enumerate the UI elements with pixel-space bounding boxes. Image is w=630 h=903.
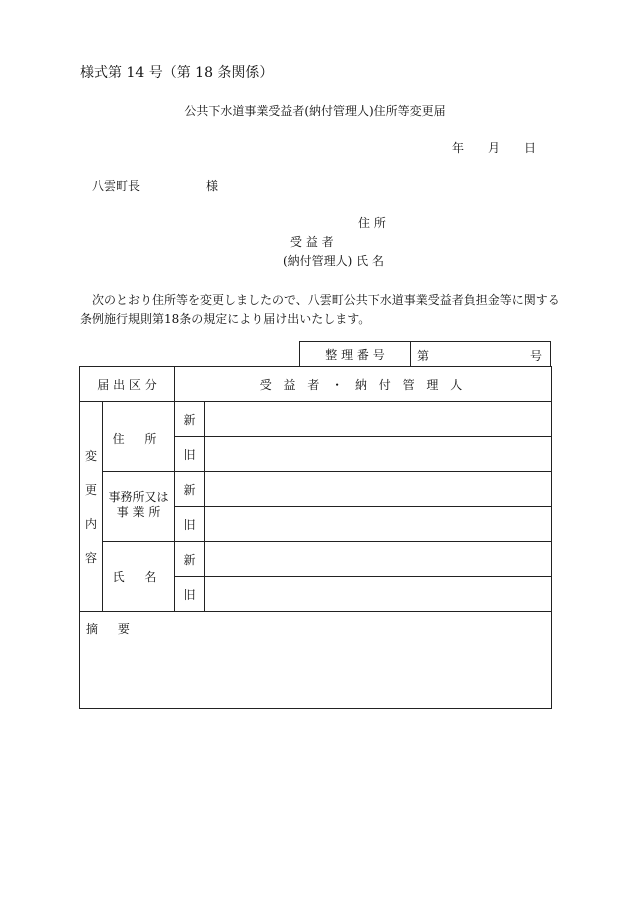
address-new-field[interactable] xyxy=(205,402,552,437)
office-label-line-2: 事 業 所 xyxy=(116,505,161,519)
name-row-label: 氏 名 xyxy=(103,542,175,612)
reference-number-field[interactable] xyxy=(411,342,551,367)
applicant-role-label: 受 益 者 xyxy=(290,235,334,249)
reference-number-suffix: 号 xyxy=(529,349,542,363)
reference-number-table xyxy=(299,341,551,367)
office-old-label: 旧 xyxy=(175,507,205,542)
remarks-label: 摘 要 xyxy=(86,622,138,636)
body-text xyxy=(80,291,560,329)
change-content-char-3: 内 xyxy=(84,516,97,531)
address-old-field[interactable] xyxy=(205,437,552,472)
body-line-2: 条例施行規則第18条の規定により届け出いたします。 xyxy=(80,312,371,326)
date-month-label: 月 xyxy=(488,141,501,155)
change-content-char-1: 変 xyxy=(84,448,97,463)
office-old-field[interactable] xyxy=(205,507,552,542)
addressee xyxy=(92,177,218,194)
name-old-label: 旧 xyxy=(175,577,205,612)
address-row-label: 住 所 xyxy=(103,402,175,472)
body-line-1: 次のとおり住所等を変更しましたので、八雲町公共下水道事業受益者負担金等に関する xyxy=(92,293,560,307)
date-year-label: 年 xyxy=(452,141,465,155)
office-new-field[interactable] xyxy=(205,472,552,507)
office-new-label: 新 xyxy=(175,472,205,507)
change-details-table xyxy=(79,366,552,709)
name-old-field[interactable] xyxy=(205,577,552,612)
change-content-label xyxy=(80,402,103,612)
document-title: 公共下水道事業受益者(納付管理人)住所等変更届 xyxy=(184,104,446,118)
date-line xyxy=(452,139,536,156)
name-new-label: 新 xyxy=(175,542,205,577)
applicant-address-label: 住 所 xyxy=(358,216,386,230)
address-old-label: 旧 xyxy=(175,437,205,472)
office-row-label xyxy=(103,472,175,542)
remarks-field[interactable] xyxy=(80,612,552,709)
reference-number-label: 整 理 番 号 xyxy=(300,342,411,367)
date-day-label: 日 xyxy=(524,141,537,155)
addressee-honorific: 様 xyxy=(206,179,219,193)
address-new-label: 新 xyxy=(175,402,205,437)
office-label-line-1: 事務所又は xyxy=(108,490,169,504)
change-content-char-4: 容 xyxy=(84,550,97,565)
addressee-name: 八雲町長 xyxy=(92,179,141,193)
reference-number-prefix: 第 xyxy=(417,349,430,363)
notification-category-label: 届 出 区 分 xyxy=(80,367,175,402)
applicant-name-label: (納付管理人) 氏 名 xyxy=(283,254,384,268)
form-number: 様式第 14 号（第 18 条関係） xyxy=(80,65,274,81)
notification-category-value: 受 益 者 ・ 納 付 管 理 人 xyxy=(175,367,552,402)
name-new-field[interactable] xyxy=(205,542,552,577)
change-content-char-2: 更 xyxy=(84,482,97,497)
